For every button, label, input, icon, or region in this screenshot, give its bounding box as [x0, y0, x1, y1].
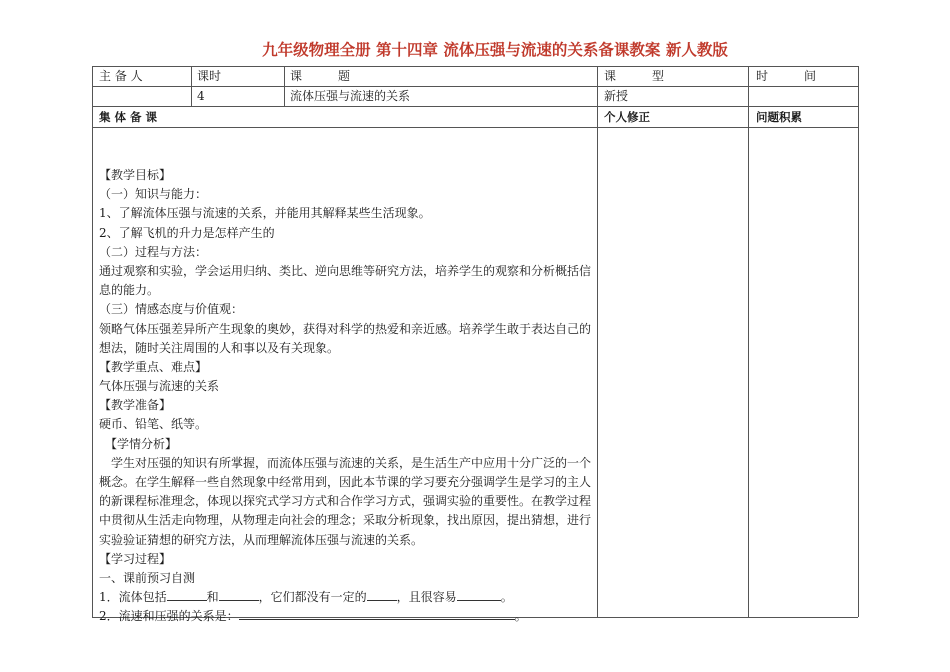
section-collective-prep: 集 体 备 课	[99, 110, 158, 124]
content-line: 【学习过程】	[99, 551, 172, 566]
content-line: 【学情分析】	[99, 436, 178, 451]
content-line: 概念。在学生解释一些自然现象中经常用到，因此本节课的学习要充分强调学生是学习的主人	[99, 475, 592, 489]
content-line: （二）过程与方法：	[99, 244, 208, 259]
document-title: 九年级物理全册 第十四章 流体压强与流速的关系备课教案 新人教版	[262, 41, 728, 59]
question-1-text: 1．流体包括	[99, 590, 167, 605]
table-col-rule-1	[191, 66, 192, 106]
header-time: 时 间	[756, 69, 817, 83]
info-period: 4	[197, 89, 205, 103]
content-line: 硬币、铅笔、纸等。	[99, 417, 208, 432]
table-col-rule-4	[748, 66, 749, 617]
section-personal-revision: 个人修正	[604, 110, 650, 124]
fill-blank	[219, 588, 259, 601]
table-border-right	[858, 66, 859, 617]
table-col-rule-3	[597, 66, 598, 617]
content-line: 2、了解飞机的升力是怎样产生的	[99, 225, 275, 240]
question-2-text: 2．流速和压强的关系是：	[99, 609, 239, 624]
content-line: （一）知识与能力：	[99, 187, 208, 202]
table-rule-2	[92, 106, 858, 107]
content-line: 息的能力。	[99, 283, 160, 298]
content-line: 1、了解流体压强与流速的关系，并能用其解释某些生活现象。	[99, 206, 431, 221]
question-1-text: ，它们都没有一定的	[258, 590, 367, 605]
content-line: 【教学重点、难点】	[99, 359, 208, 374]
lesson-plan-table	[92, 66, 858, 624]
question-2-text: 。	[514, 609, 527, 624]
content-line: 【教学准备】	[99, 398, 172, 413]
header-period: 课时	[197, 69, 222, 83]
fill-blank	[457, 588, 501, 601]
fill-blank	[367, 588, 397, 601]
table-rule-3	[92, 127, 858, 128]
question-1-text: 。	[500, 590, 513, 605]
content-line: 一、课前预习自测	[99, 570, 196, 585]
content-line: 学生对压强的知识有所掌握，而流体压强与流速的关系，是生活生产中应用十分广泛的一个	[99, 455, 592, 470]
content-line: 想法，随时关注周围的人和事以及有关现象。	[99, 340, 340, 355]
table-border-top	[92, 66, 858, 67]
content-line: 【教学目标】	[99, 168, 172, 182]
question-1-text: 和	[206, 590, 219, 605]
question-1	[99, 588, 593, 607]
content-line: 的新课程标准理念，体现以探究式学习方式和合作学习方式，强调实验的重要性。在教学过程	[99, 494, 592, 509]
content-line: 气体压强与流速的关系	[99, 379, 220, 394]
info-topic: 流体压强与流速的关系	[290, 89, 411, 103]
table-col-rule-2	[284, 66, 285, 106]
header-topic: 课 题	[290, 69, 351, 83]
info-type: 新授	[604, 89, 629, 103]
header-type: 课 型	[604, 69, 665, 83]
fill-blank	[239, 607, 515, 620]
fill-blank	[167, 588, 207, 601]
section-issue-accumulation: 问题积累	[756, 110, 802, 124]
content-line: 通过观察和实验，学会运用归纳、类比、逆向思维等研究方法，培养学生的观察和分析概括信	[99, 263, 592, 278]
lesson-content	[99, 166, 593, 627]
content-line: 中贯彻从生活走向物理，从物理走向社会的理念；采取分析现象，找出原因，提出猜想，进行	[99, 513, 592, 528]
header-preparer: 主 备 人	[99, 69, 143, 83]
table-rule-1	[92, 86, 858, 87]
question-2	[99, 607, 593, 626]
content-line: 领略气体压强差异所产生现象的奥妙，获得对科学的热爱和亲近感。培养学生敢于表达自己的	[99, 321, 592, 336]
content-line: （三）情感态度与价值观：	[99, 302, 244, 317]
content-line: 实验验证猜想的研究方法，从而理解流体压强与流速的关系。	[99, 532, 424, 547]
table-border-left	[92, 66, 93, 617]
question-1-text: ，且很容易	[396, 590, 457, 605]
